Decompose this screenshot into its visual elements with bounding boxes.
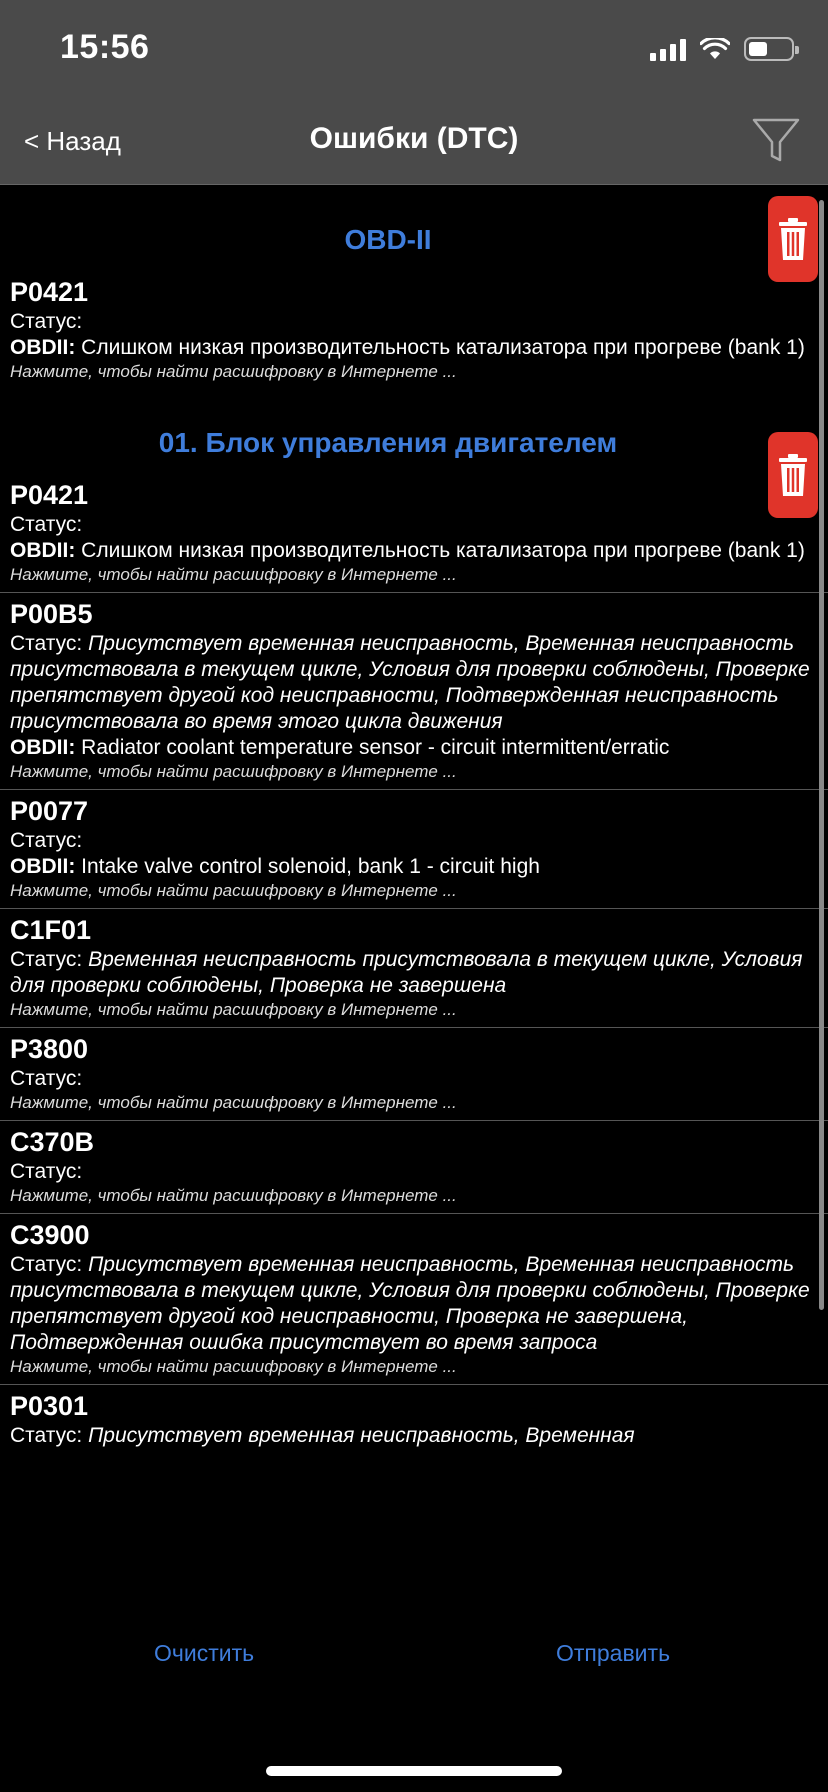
dtc-code: P00B5 [10,599,93,629]
cellular-signal-icon [650,37,686,61]
dtc-status: Статус: [10,1067,83,1090]
dtc-code: P0077 [10,796,89,826]
search-online-link[interactable]: Нажмите, чтобы найти расшифровку в Интернете ... [10,1186,457,1205]
home-indicator[interactable] [266,1766,562,1776]
trash-icon [778,217,808,261]
battery-level [749,42,767,56]
dtc-status: Статус: Присутствует временная неисправность, Временная [10,1424,635,1447]
filter-icon[interactable] [750,114,802,166]
search-online-link[interactable]: Нажмите, чтобы найти расшифровку в Интернете ... [10,565,457,584]
dtc-status: Статус: Присутствует временная неисправность, Временная неисправность присутствовала в текущем цикле, Условия для проверки соблюдены, Проверке препятствует другой код неисправности, Проверка не завершена, Подтвержденная ошибка присутствует во время запроса [10,1253,810,1354]
trash-icon [778,453,808,497]
dtc-status: Статус: [10,310,83,333]
navigation-bar [0,100,828,185]
status-bar [0,0,828,100]
dtc-status: Статус: [10,513,83,536]
dtc-code: P0421 [10,277,89,307]
dtc-item[interactable] [0,913,828,1028]
dtc-code: P0421 [10,480,89,510]
search-online-link[interactable]: Нажмите, чтобы найти расшифровку в Интернете ... [10,1357,457,1376]
page-title: Ошибки (DTC) [309,122,519,155]
wifi-icon [700,38,730,60]
send-button[interactable]: Отправить [556,1640,671,1666]
dtc-status: Статус: Присутствует временная неисправность, Временная неисправность присутствовала в текущем цикле, Условия для проверки соблюдены, Проверке препятствует другой код неисправности, Подтвержденная неисправность присутствовала во время этого цикла движения [10,632,810,733]
dtc-list[interactable] [0,185,828,1575]
dtc-item[interactable] [0,794,828,909]
status-icons [650,34,794,64]
dtc-description: OBDII: Слишком низкая производительность катализатора при прогреве (bank 1) [10,539,805,562]
dtc-code: C3900 [10,1220,90,1250]
delete-section-button[interactable] [768,432,818,518]
dtc-description: OBDII: Слишком низкая производительность катализатора при прогреве (bank 1) [10,336,805,359]
section-header-obd2: OBD-II [344,224,432,255]
dtc-code: P3800 [10,1034,89,1064]
search-online-link[interactable]: Нажмите, чтобы найти расшифровку в Интернете ... [10,1000,457,1019]
dtc-item[interactable] [0,1389,828,1455]
section-header-engine-ecu: 01. Блок управления двигателем [158,427,618,458]
dtc-item[interactable] [0,1032,828,1121]
dtc-code: C370B [10,1127,95,1157]
dtc-item[interactable] [0,478,828,593]
dtc-status: Статус: Временная неисправность присутствовала в текущем цикле, Условия для проверки соблюдены, Проверка не завершена [10,948,803,997]
search-online-link[interactable]: Нажмите, чтобы найти расшифровку в Интернете ... [10,1093,457,1112]
battery-icon [744,37,794,61]
dtc-code: P0301 [10,1391,89,1421]
dtc-item[interactable] [0,275,828,389]
back-button[interactable]: < Назад [24,126,121,156]
search-online-link[interactable]: Нажмите, чтобы найти расшифровку в Интернете ... [10,762,457,781]
scrollbar[interactable] [819,200,824,1310]
search-online-link[interactable]: Нажмите, чтобы найти расшифровку в Интернете ... [10,362,457,381]
dtc-item[interactable] [0,1125,828,1214]
status-time: 15:56 [60,28,150,66]
clear-button[interactable]: Очистить [154,1640,255,1666]
search-online-link[interactable]: Нажмите, чтобы найти расшифровку в Интернете ... [10,881,457,900]
dtc-description: OBDII: Radiator coolant temperature sensor - circuit intermittent/erratic [10,736,670,759]
dtc-item[interactable] [0,1218,828,1385]
dtc-item[interactable] [0,597,828,790]
delete-section-button[interactable] [768,196,818,282]
dtc-code: C1F01 [10,915,92,945]
dtc-status: Статус: [10,829,83,852]
dtc-description: OBDII: Intake valve control solenoid, bank 1 - circuit high [10,855,540,878]
dtc-status: Статус: [10,1160,83,1183]
